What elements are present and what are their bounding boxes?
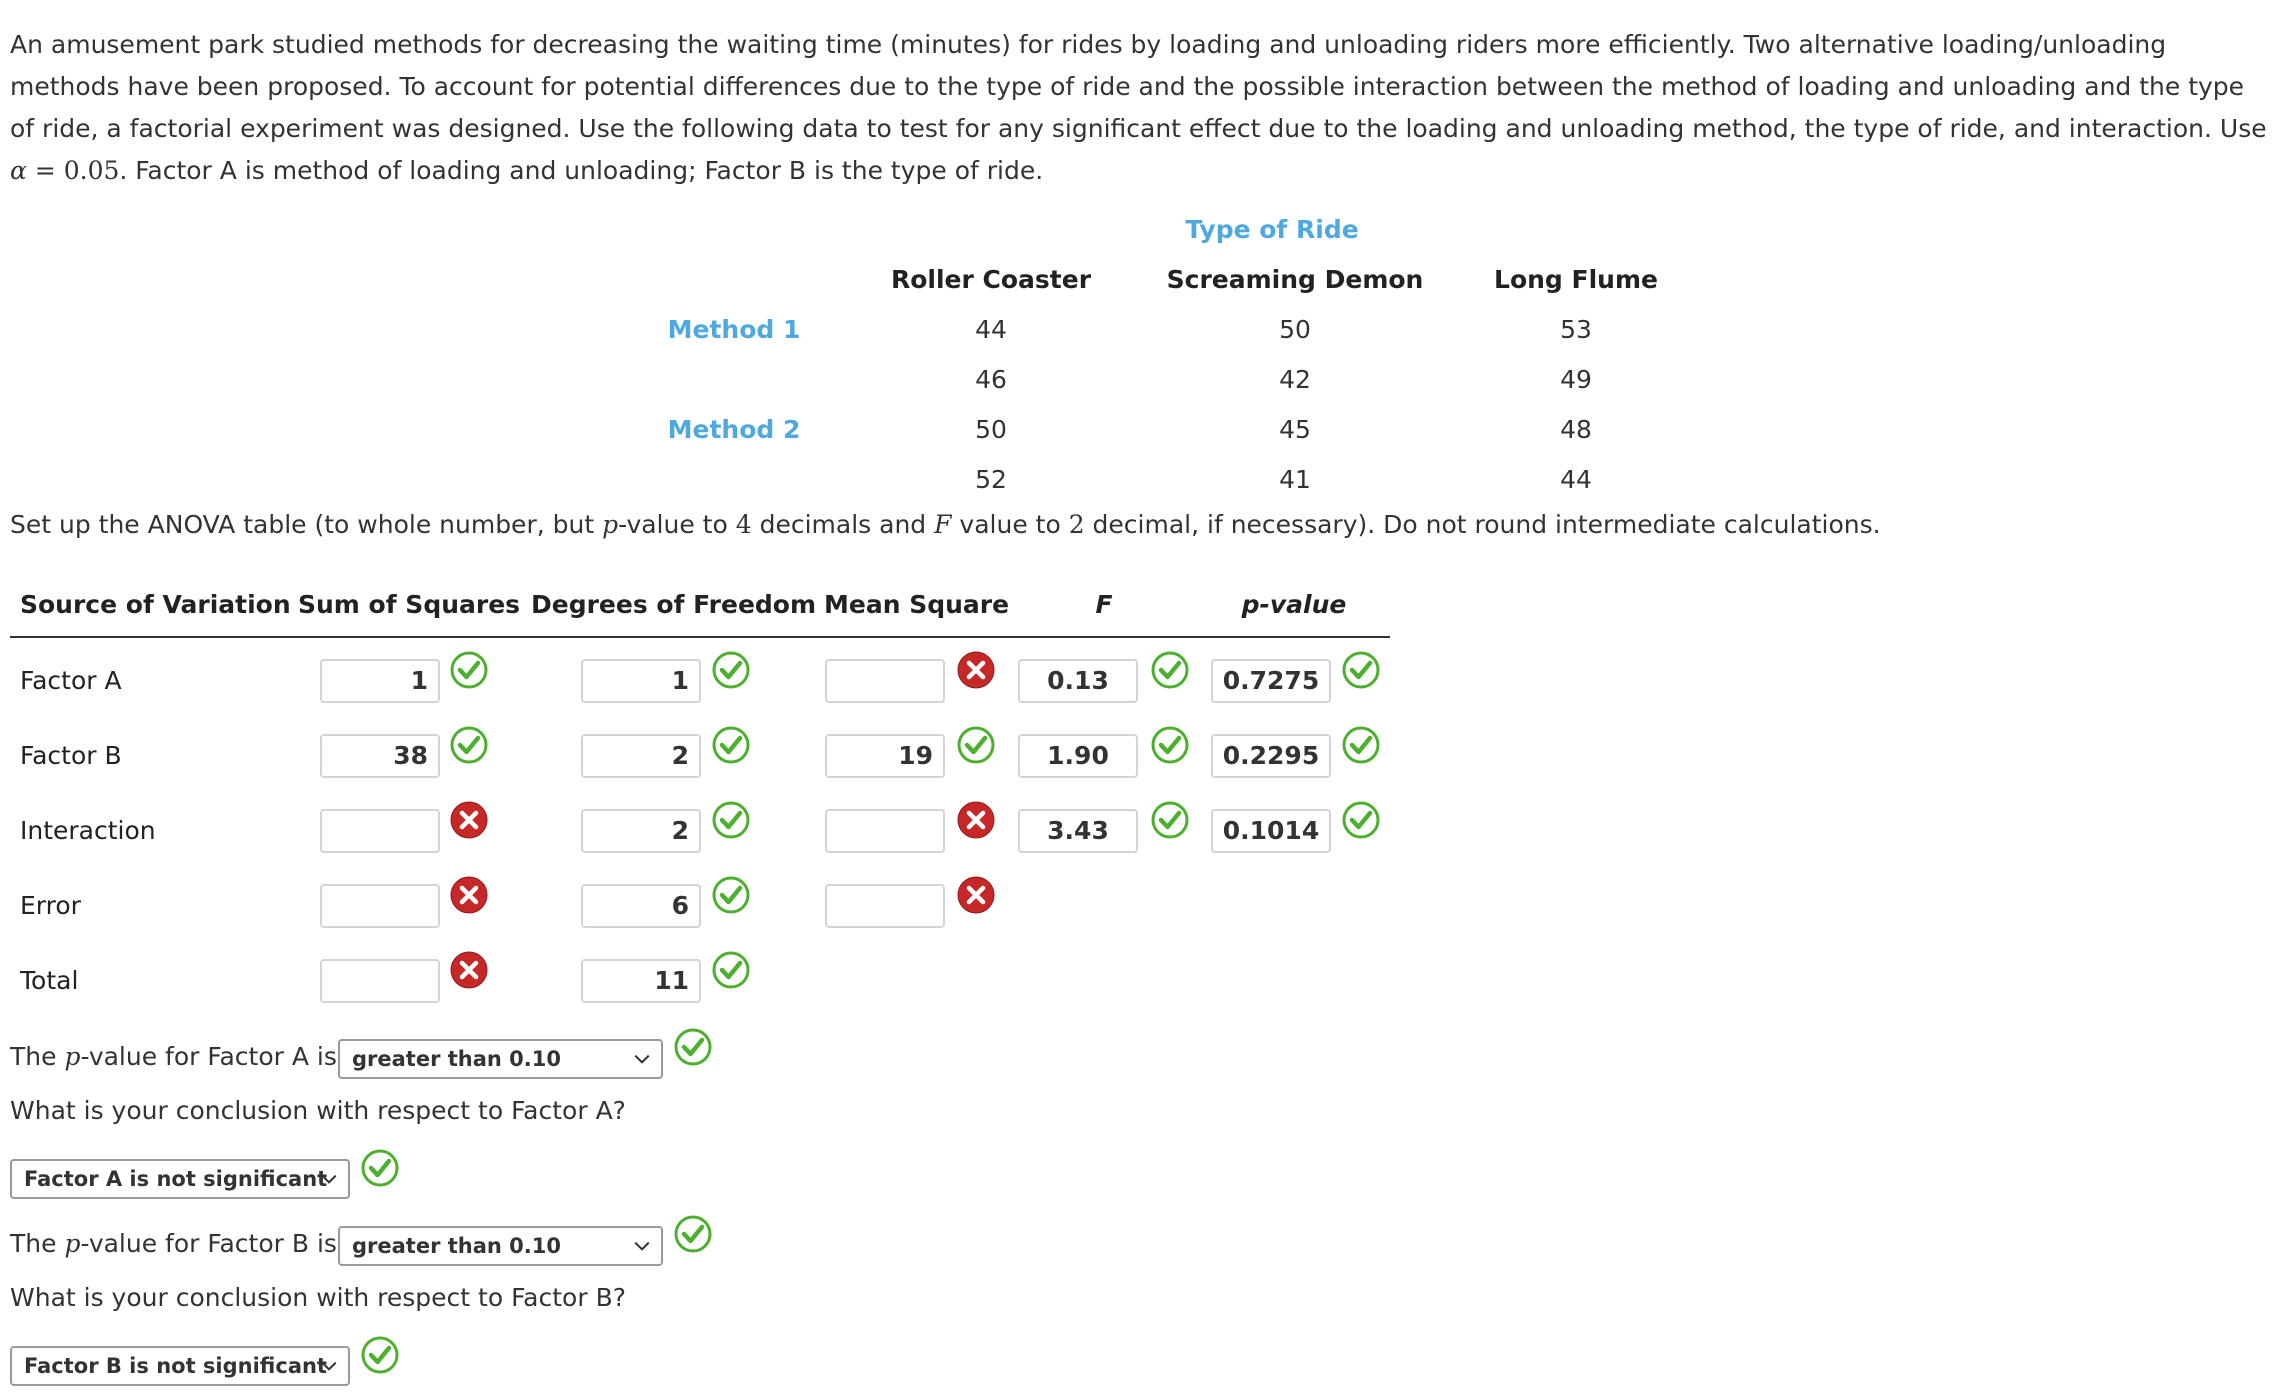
question-factor-b-conclusion: What is your conclusion with respect to Factor B? bbox=[10, 1283, 626, 1312]
row-label-method-1: Method 1 bbox=[667, 315, 801, 344]
header-p-value: p-value bbox=[1241, 590, 1347, 619]
check-circle-icon bbox=[711, 875, 751, 915]
ms-input[interactable]: 19 bbox=[825, 734, 945, 778]
header-mean-square: Mean Square bbox=[824, 590, 1010, 619]
chevron-down-icon bbox=[320, 1170, 338, 1188]
check-circle-icon bbox=[711, 800, 751, 840]
alpha-value: = 0.05 bbox=[26, 156, 120, 185]
data-cell: 49 bbox=[1560, 365, 1592, 394]
row-label-method-2: Method 2 bbox=[667, 415, 801, 444]
check-circle-icon bbox=[711, 950, 751, 990]
data-cell: 41 bbox=[1279, 465, 1311, 494]
ss-input[interactable] bbox=[320, 959, 440, 1003]
data-cell: 48 bbox=[1560, 415, 1592, 444]
ss-input[interactable] bbox=[320, 809, 440, 853]
p-value-input[interactable]: 0.1014 bbox=[1211, 809, 1331, 853]
x-circle-icon bbox=[449, 800, 489, 840]
df-input[interactable]: 1 bbox=[581, 659, 701, 703]
df-input[interactable]: 6 bbox=[581, 884, 701, 928]
x-circle-icon bbox=[956, 800, 996, 840]
header-degrees-of-freedom: Degrees of Freedom bbox=[531, 590, 817, 619]
df-input[interactable]: 2 bbox=[581, 809, 701, 853]
df-input[interactable]: 2 bbox=[581, 734, 701, 778]
column-header-screaming-demon: Screaming Demon bbox=[1166, 265, 1424, 294]
check-circle-icon bbox=[673, 1027, 713, 1067]
f-input[interactable]: 0.13 bbox=[1018, 659, 1138, 703]
question-factor-b-pvalue: The p-value for Factor B is bbox=[10, 1229, 337, 1258]
header-divider bbox=[10, 636, 1390, 638]
ss-input[interactable]: 38 bbox=[320, 734, 440, 778]
question-factor-a-conclusion: What is your conclusion with respect to Factor A? bbox=[10, 1096, 626, 1125]
check-circle-icon bbox=[711, 650, 751, 690]
check-circle-icon bbox=[956, 725, 996, 765]
row-label-total: Total bbox=[20, 966, 79, 995]
data-cell: 42 bbox=[1279, 365, 1311, 394]
x-circle-icon bbox=[449, 950, 489, 990]
check-circle-icon bbox=[360, 1148, 400, 1188]
ms-input[interactable] bbox=[825, 659, 945, 703]
row-label-interaction: Interaction bbox=[20, 816, 156, 845]
factor-b-conclusion-select[interactable]: Factor B is not significant bbox=[10, 1346, 350, 1386]
check-circle-icon bbox=[711, 725, 751, 765]
check-circle-icon bbox=[449, 650, 489, 690]
setup-instruction: Set up the ANOVA table (to whole number, but p-value to 4 decimals and F value to 2 decimal, if necessary). Do not round intermediate calculations. bbox=[10, 510, 1881, 539]
data-cell: 44 bbox=[975, 315, 1007, 344]
header-f: F bbox=[1095, 590, 1113, 619]
df-input[interactable]: 11 bbox=[581, 959, 701, 1003]
header-sum-of-squares: Sum of Squares bbox=[298, 590, 521, 619]
check-circle-icon bbox=[1150, 800, 1190, 840]
data-cell: 53 bbox=[1560, 315, 1592, 344]
data-cell: 46 bbox=[975, 365, 1007, 394]
check-circle-icon bbox=[1341, 800, 1381, 840]
ss-input[interactable] bbox=[320, 884, 440, 928]
column-header-long-flume: Long Flume bbox=[1494, 265, 1658, 294]
data-cell: 52 bbox=[975, 465, 1007, 494]
ms-input[interactable] bbox=[825, 884, 945, 928]
chevron-down-icon bbox=[633, 1237, 651, 1255]
row-label-factor-b: Factor B bbox=[20, 741, 122, 770]
data-cell: 45 bbox=[1279, 415, 1311, 444]
factor-a-pvalue-select[interactable]: greater than 0.10 bbox=[338, 1039, 663, 1079]
factor-a-conclusion-select[interactable]: Factor A is not significant bbox=[10, 1159, 350, 1199]
ms-input[interactable] bbox=[825, 809, 945, 853]
x-circle-icon bbox=[449, 875, 489, 915]
check-circle-icon bbox=[360, 1335, 400, 1375]
data-cell: 50 bbox=[975, 415, 1007, 444]
f-input[interactable]: 1.90 bbox=[1018, 734, 1138, 778]
p-value-input[interactable]: 0.2295 bbox=[1211, 734, 1331, 778]
alpha-symbol: α bbox=[10, 156, 27, 185]
chevron-down-icon bbox=[633, 1050, 651, 1068]
p-value-input[interactable]: 0.7275 bbox=[1211, 659, 1331, 703]
data-cell: 50 bbox=[1279, 315, 1311, 344]
ss-input[interactable]: 1 bbox=[320, 659, 440, 703]
problem-statement: An amusement park studied methods for decreasing the waiting time (minutes) for rides by loading and unloading riders more efficiently. Two alternative loading/unloading methods have been proposed. To account for potential differences due to the type of ride and the possible interaction between the method of loading and unloading and the type of ride, a factorial experiment was designed. Use the following data to test for any significant effect due to the loading and unloading method, the type of ride, and interaction. Use α = 0.05. Factor A is method of loading and unloading; Factor B is the type of ride. bbox=[10, 30, 2267, 185]
data-cell: 44 bbox=[1560, 465, 1592, 494]
type-of-ride-header: Type of Ride bbox=[1185, 215, 1359, 244]
chevron-down-icon bbox=[320, 1357, 338, 1375]
check-circle-icon bbox=[1341, 725, 1381, 765]
x-circle-icon bbox=[956, 875, 996, 915]
header-source: Source of Variation bbox=[20, 590, 291, 619]
check-circle-icon bbox=[673, 1214, 713, 1254]
row-label-factor-a: Factor A bbox=[20, 666, 122, 695]
check-circle-icon bbox=[1150, 650, 1190, 690]
f-input[interactable]: 3.43 bbox=[1018, 809, 1138, 853]
column-header-roller-coaster: Roller Coaster bbox=[890, 265, 1092, 294]
row-label-error: Error bbox=[20, 891, 81, 920]
x-circle-icon bbox=[956, 650, 996, 690]
check-circle-icon bbox=[1341, 650, 1381, 690]
check-circle-icon bbox=[449, 725, 489, 765]
factor-b-pvalue-select[interactable]: greater than 0.10 bbox=[338, 1226, 663, 1266]
check-circle-icon bbox=[1150, 725, 1190, 765]
question-factor-a-pvalue: The p-value for Factor A is bbox=[10, 1042, 337, 1071]
